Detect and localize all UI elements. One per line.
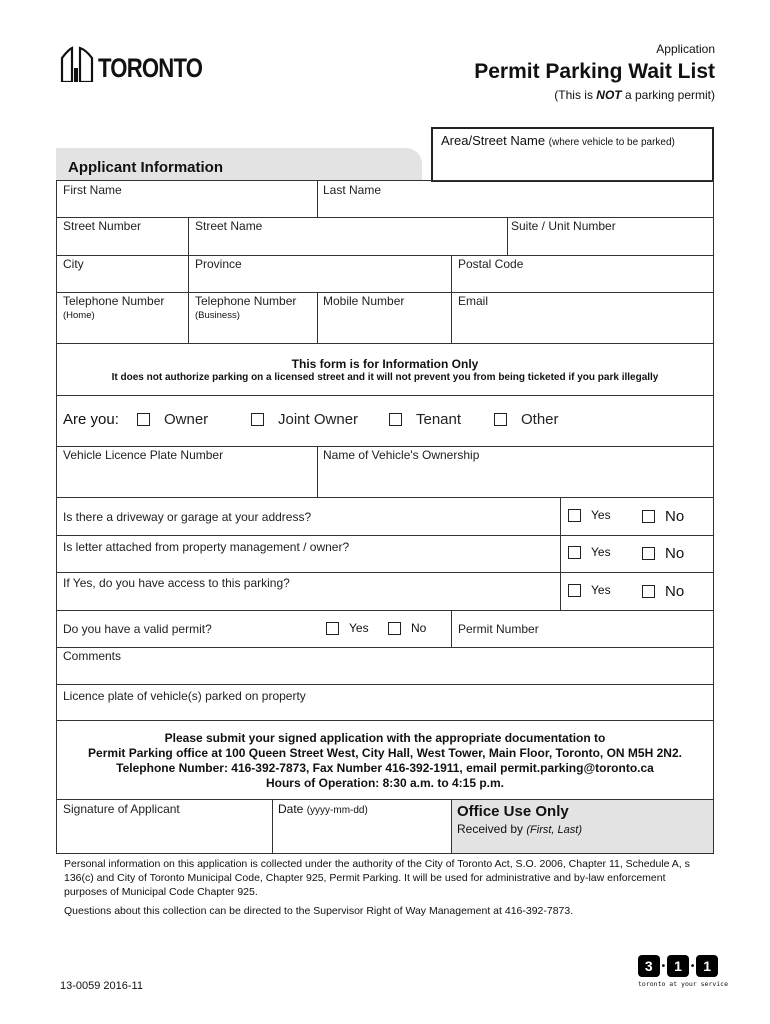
vehicle-ownership-field[interactable]: Name of Vehicle's Ownership [323, 448, 480, 462]
postal-code-field[interactable]: Postal Code [458, 257, 524, 271]
letter-question: Is letter attached from property management / owner? [63, 540, 350, 554]
permit-no[interactable]: No [388, 621, 426, 635]
driveway-no[interactable]: No [642, 508, 684, 525]
privacy-questions: Questions about this collection can be directed to the Supervisor Right of Way Management at 416-392-7873. [64, 905, 574, 917]
permit-yes[interactable]: Yes [326, 621, 369, 635]
plate-number-field[interactable]: Vehicle Licence Plate Number [63, 448, 224, 462]
form-type: Application [656, 42, 715, 56]
mobile-field[interactable]: Mobile Number [323, 294, 405, 308]
letter-no[interactable]: No [642, 545, 684, 562]
submit-instructions: Please submit your signed application with the appropriate documentation to Permit Parking office at 100 Queen Street West, City Hall, West Tower, Main Floor, Toronto, ON M5H 2N2. Telephone Number: 416-392-7873, Fax Number 416-392-1911, email permit.parking@toronto.ca Hours of Operation: 8:30 a.m. to 4:15 p.m. [88, 731, 682, 790]
access-yes[interactable]: Yes [568, 583, 611, 597]
logo-wordmark: TORONTO [98, 53, 203, 83]
access-yes-checkbox[interactable] [568, 584, 581, 597]
street-number-field[interactable]: Street Number [63, 219, 142, 233]
badge-digit-1a: 1 [667, 955, 689, 977]
joint-owner-checkbox[interactable] [251, 413, 264, 426]
owner-option[interactable]: Owner [137, 411, 208, 428]
signature-field[interactable]: Signature of Applicant [63, 802, 180, 816]
comments-field[interactable]: Comments [63, 649, 122, 663]
street-name-field[interactable]: Street Name [195, 219, 263, 233]
tel-business-field[interactable]: Telephone Number (Business) [195, 294, 297, 321]
city-field[interactable]: City [63, 257, 84, 271]
tel-home-field[interactable]: Telephone Number (Home) [63, 294, 165, 321]
city-hall-icon [60, 46, 94, 82]
permit-yes-checkbox[interactable] [326, 622, 339, 635]
letter-yes[interactable]: Yes [568, 545, 611, 559]
received-by-field: Received by (First, Last) [457, 822, 583, 836]
form-number: 13-0059 2016-11 [60, 980, 143, 992]
access-no[interactable]: No [642, 583, 684, 600]
permit-note: (This is NOT a parking permit) [554, 88, 715, 102]
area-street-field[interactable]: Area/Street Name (where vehicle to be parked) [431, 127, 714, 182]
tenant-option[interactable]: Tenant [389, 411, 461, 428]
last-name-field[interactable]: Last Name [323, 183, 382, 197]
first-name-field[interactable]: First Name [63, 183, 122, 197]
driveway-yes-checkbox[interactable] [568, 509, 581, 522]
access-no-checkbox[interactable] [642, 585, 655, 598]
badge-digit-1b: 1 [696, 955, 718, 977]
letter-yes-checkbox[interactable] [568, 546, 581, 559]
page-title: Permit Parking Wait List [474, 60, 715, 83]
tenant-checkbox[interactable] [389, 413, 402, 426]
letter-no-checkbox[interactable] [642, 547, 655, 560]
other-checkbox[interactable] [494, 413, 507, 426]
badge-caption: toronto at your service [638, 980, 729, 988]
office-use-title: Office Use Only [457, 803, 569, 820]
are-you-label: Are you: [63, 411, 119, 428]
permit-number-field[interactable]: Permit Number [458, 622, 539, 636]
applicant-heading: Applicant Information [68, 159, 223, 176]
privacy-notice: Personal information on this application is collected under the authority of the City of Toronto Act, S.O. 2006, Chapter 11, Schedule A, s 136(c) and City of Toronto Municipal Code, Chapter 925, Permit Parking. It will be used for administrative and by-law enforcement purposes of Municipal Code Chapter 925. [64, 858, 690, 898]
valid-permit-question: Do you have a valid permit? [63, 622, 212, 636]
date-field[interactable]: Date (yyyy-mm-dd) [278, 802, 368, 816]
info-text: It does not authorize parking on a licensed street and it will not prevent you from being ticketed if you park illegally [111, 372, 659, 383]
driveway-yes[interactable]: Yes [568, 508, 611, 522]
driveway-question: Is there a driveway or garage at your address? [63, 510, 312, 524]
toronto-logo [60, 42, 225, 82]
access-question: If Yes, do you have access to this parking? [63, 576, 290, 590]
email-field[interactable]: Email [458, 294, 489, 308]
licence-plates-field[interactable]: Licence plate of vehicle(s) parked on property [63, 689, 306, 703]
permit-no-checkbox[interactable] [388, 622, 401, 635]
info-title: This form is for Information Only [291, 357, 479, 371]
province-field[interactable]: Province [195, 257, 242, 271]
driveway-no-checkbox[interactable] [642, 510, 655, 523]
joint-owner-option[interactable]: Joint Owner [251, 411, 358, 428]
badge-digit-3: 3 [638, 955, 660, 977]
owner-checkbox[interactable] [137, 413, 150, 426]
suite-field[interactable]: Suite / Unit Number [511, 219, 616, 233]
other-option[interactable]: Other [494, 411, 559, 428]
badge-311: 3 • 1 • 1 toronto at your service [638, 955, 718, 988]
